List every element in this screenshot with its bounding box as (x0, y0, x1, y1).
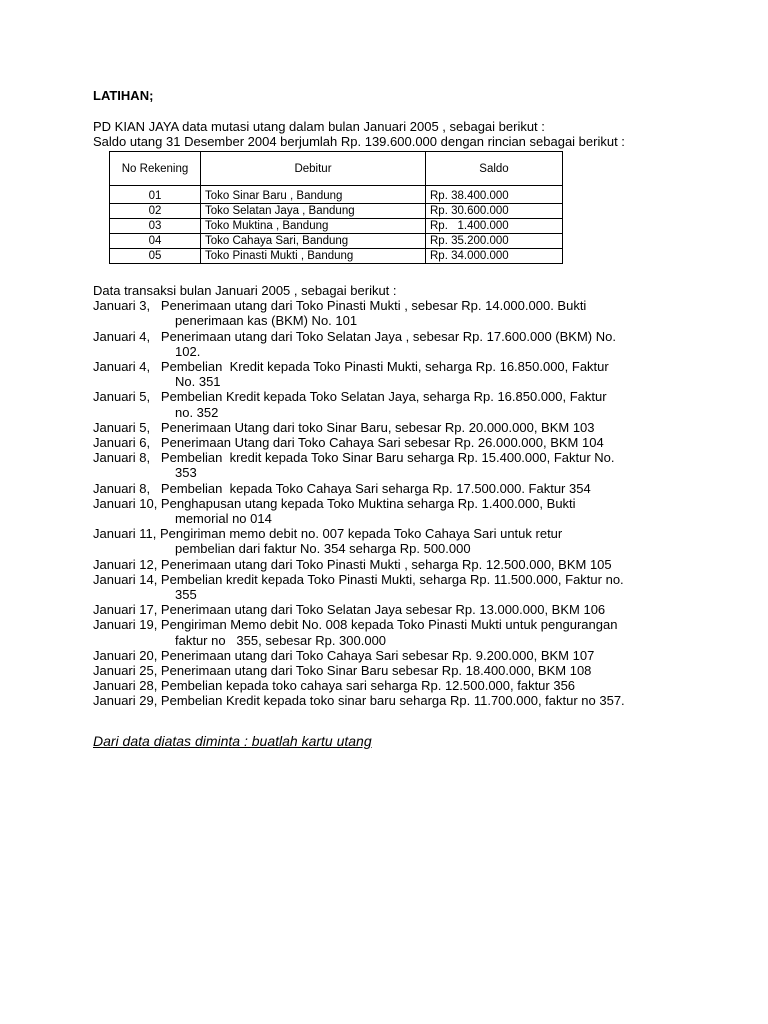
transaction-continuation: 102. (175, 343, 201, 359)
transaction-entry (93, 678, 693, 693)
table-row (110, 219, 563, 234)
transaction-line: Januari 4, Penerimaan utang dari Toko Selatan Jaya , sebesar Rp. 17.600.000 (BKM) No. (93, 328, 616, 344)
intro-line: PD KIAN JAYA data mutasi utang dalam bulan Januari 2005 , sebagai berikut : (93, 119, 545, 134)
cell-saldo: Rp. 34.000.000 (426, 249, 563, 264)
transaction-line: Januari 29, Pembelian Kredit kepada toko sinar baru seharga Rp. 11.700.000, faktur no 357. (93, 693, 625, 709)
transaction-line: Januari 5, Penerimaan Utang dari toko Sinar Baru, sebesar Rp. 20.000.000, BKM 103 (93, 419, 595, 435)
transactions-section (93, 283, 693, 709)
transaction-line: Januari 11, Pengiriman memo debit no. 007 kepada Toko Cahaya Sari untuk retur (93, 526, 563, 542)
cell-saldo: Rp. 38.400.000 (426, 186, 563, 204)
transaction-line: Januari 20, Penerimaan utang dari Toko Cahaya Sari sebesar Rp. 9.200.000, BKM 107 (93, 647, 595, 663)
debt-balance-table (109, 151, 563, 264)
transaction-entry (93, 389, 693, 419)
intro-paragraph (93, 119, 625, 149)
transaction-entry (93, 663, 693, 678)
cell-no-rekening: 02 (110, 204, 201, 219)
exercise-title: LATIHAN; (93, 88, 154, 103)
transaction-line: Januari 25, Penerimaan utang dari Toko Sinar Baru sebesar Rp. 18.400.000, BKM 108 (93, 663, 592, 679)
cell-debitur: Toko Pinasti Mukti , Bandung (201, 249, 426, 264)
transaction-continuation: 353 (175, 465, 197, 481)
transactions-list (93, 298, 693, 708)
transaction-entry (93, 298, 693, 328)
cell-saldo: Rp. 1.400.000 (426, 219, 563, 234)
table-row (110, 234, 563, 249)
transaction-entry (93, 526, 693, 556)
header-debitur: Debitur (201, 152, 426, 186)
table-row (110, 204, 563, 219)
table-row (110, 186, 563, 204)
transaction-continuation: No. 351 (175, 374, 221, 390)
transaction-line: Januari 14, Pembelian kredit kepada Toko Pinasti Mukti, seharga Rp. 11.500.000, Faktur no. (93, 571, 624, 587)
transaction-continuation: memorial no 014 (175, 511, 272, 527)
transaction-entry (93, 435, 693, 450)
task-instruction: Dari data diatas diminta : buatlah kartu utang (93, 733, 372, 749)
cell-debitur: Toko Cahaya Sari, Bandung (201, 234, 426, 249)
transaction-entry (93, 450, 693, 480)
transaction-line: Januari 8, Pembelian kepada Toko Cahaya Sari seharga Rp. 17.500.000. Faktur 354 (93, 480, 591, 496)
transaction-continuation: faktur no 355, sebesar Rp. 300.000 (175, 632, 387, 648)
cell-saldo: Rp. 30.600.000 (426, 204, 563, 219)
transaction-continuation: no. 352 (175, 404, 219, 420)
transaction-entry (93, 496, 693, 526)
transaction-line: Januari 4, Pembelian Kredit kepada Toko Pinasti Mukti, seharga Rp. 16.850.000, Faktur (93, 359, 609, 375)
transaction-line: Januari 8, Pembelian kredit kepada Toko Sinar Baru seharga Rp. 15.400.000, Faktur No. (93, 450, 615, 466)
transaction-line: Januari 3, Penerimaan utang dari Toko Pinasti Mukti , sebesar Rp. 14.000.000. Bukti (93, 298, 587, 314)
cell-debitur: Toko Muktina , Bandung (201, 219, 426, 234)
transaction-continuation: pembelian dari faktur No. 354 seharga Rp. 500.000 (175, 541, 471, 557)
transaction-continuation: penerimaan kas (BKM) No. 101 (175, 313, 358, 329)
transaction-line: Januari 10, Penghapusan utang kepada Toko Muktina seharga Rp. 1.400.000, Bukti (93, 495, 576, 511)
cell-no-rekening: 03 (110, 219, 201, 234)
cell-no-rekening: 04 (110, 234, 201, 249)
cell-no-rekening: 01 (110, 186, 201, 204)
transaction-line: Januari 5, Pembelian Kredit kepada Toko Selatan Jaya, seharga Rp. 16.850.000, Faktur (93, 389, 607, 405)
cell-debitur: Toko Selatan Jaya , Bandung (201, 204, 426, 219)
transaction-line: Januari 12, Penerimaan utang dari Toko Pinasti Mukti , seharga Rp. 12.500.000, BKM 105 (93, 556, 612, 572)
transaction-continuation: 355 (175, 587, 197, 603)
transaction-entry (93, 572, 693, 602)
transaction-entry (93, 617, 693, 647)
transaction-entry (93, 420, 693, 435)
transaction-entry (93, 359, 693, 389)
transaction-entry (93, 329, 693, 359)
table-header-row (110, 152, 563, 186)
transaction-entry (93, 693, 693, 708)
transaction-entry (93, 557, 693, 572)
cell-no-rekening: 05 (110, 249, 201, 264)
transaction-line: Januari 6, Penerimaan Utang dari Toko Cahaya Sari sebesar Rp. 26.000.000, BKM 104 (93, 435, 604, 451)
transactions-heading: Data transaksi bulan Januari 2005 , sebagai berikut : (93, 283, 397, 298)
cell-debitur: Toko Sinar Baru , Bandung (201, 186, 426, 204)
transaction-line: Januari 19, Pengiriman Memo debit No. 008 kepada Toko Pinasti Mukti untuk pengurangan (93, 617, 618, 633)
transaction-entry (93, 648, 693, 663)
intro-line: Saldo utang 31 Desember 2004 berjumlah Rp. 139.600.000 dengan rincian sebagai berikut : (93, 134, 625, 149)
transaction-line: Januari 28, Pembelian kepada toko cahaya sari seharga Rp. 12.500.000, faktur 356 (93, 678, 576, 694)
transaction-entry (93, 602, 693, 617)
header-no-rekening: No Rekening (110, 152, 201, 186)
transaction-entry (93, 481, 693, 496)
table-row (110, 249, 563, 264)
cell-saldo: Rp. 35.200.000 (426, 234, 563, 249)
transaction-line: Januari 17, Penerimaan utang dari Toko Selatan Jaya sebesar Rp. 13.000.000, BKM 106 (93, 602, 606, 618)
header-saldo: Saldo (426, 152, 563, 186)
